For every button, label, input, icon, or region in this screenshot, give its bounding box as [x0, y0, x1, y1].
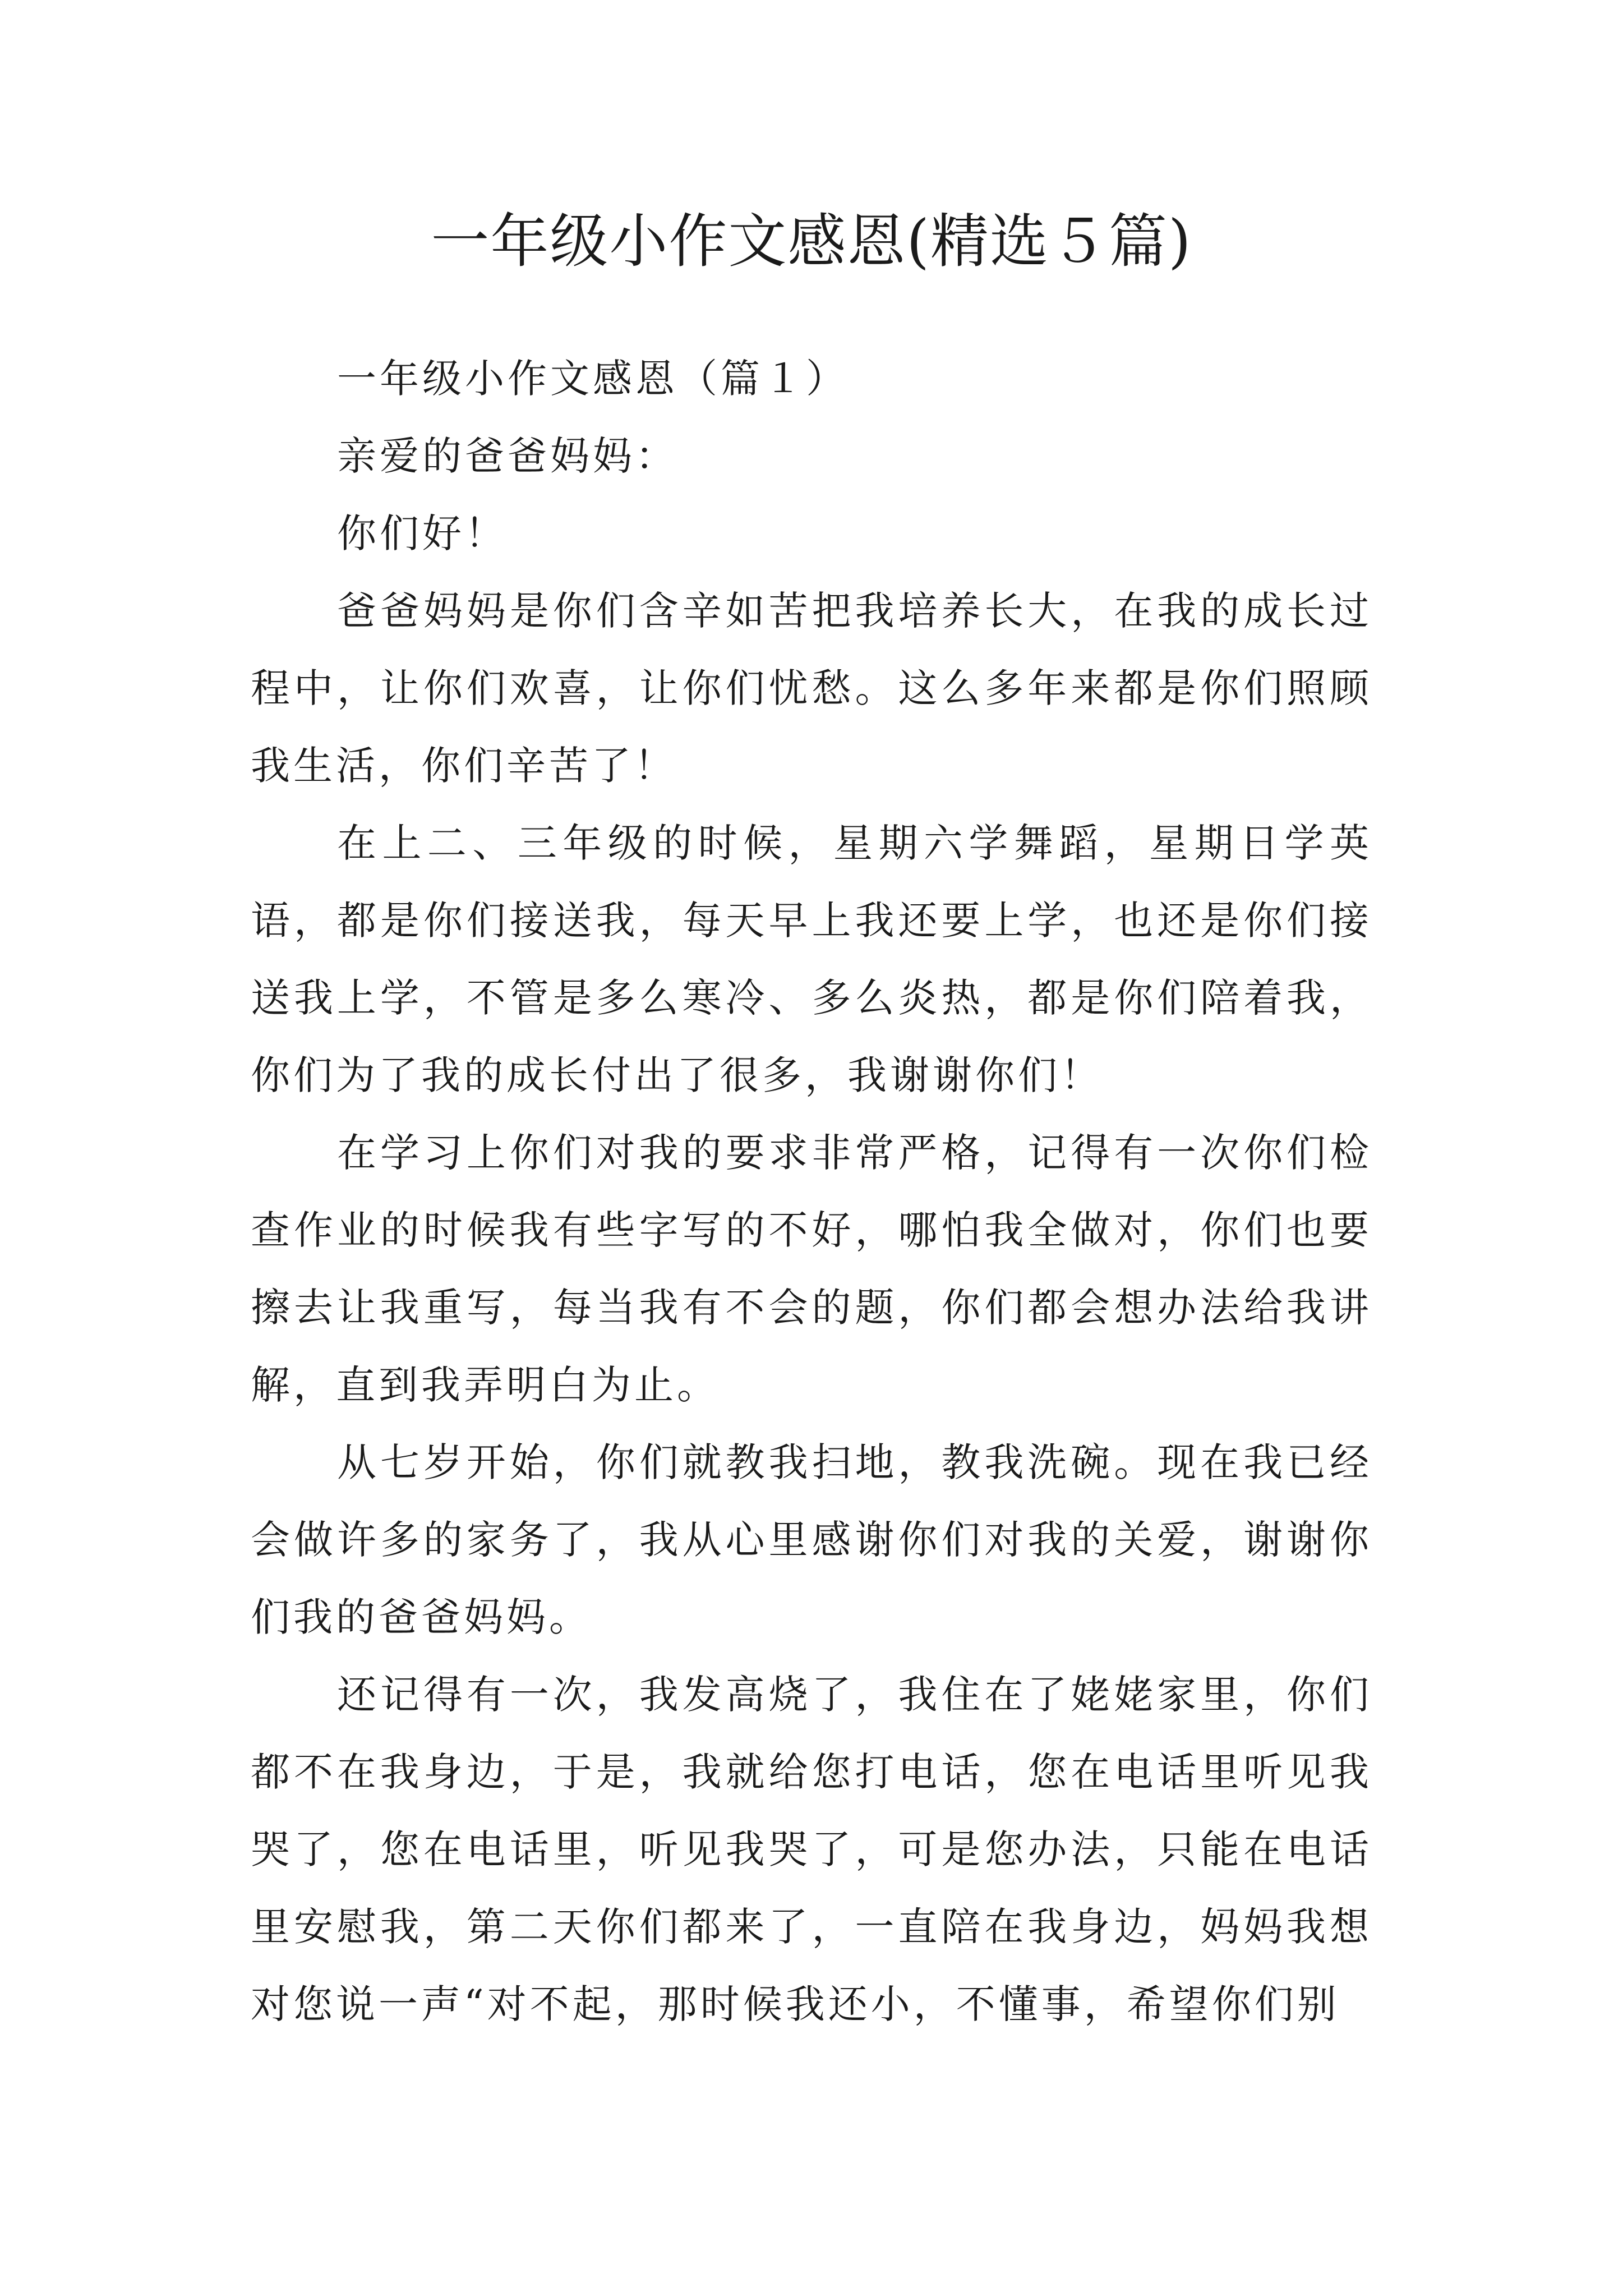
document-body — [251, 340, 1372, 2043]
document-title: 一年级小作文感恩(精选５篇) — [431, 207, 1192, 275]
paragraph: 在上二、三年级的时候，星期六学舞蹈，星期日学英语，都是你们接送我，每天早上我还要上学，也还是你们接送我上学，不管是多么寒冷、多么炎热，都是你们陪着我，你们为了我的成长付出了很多，我谢谢你们！ — [251, 820, 1372, 1098]
paragraph: 在学习上你们对我的要求非常严格，记得有一次你们检查作业的时候我有些字写的不好，哪怕我全做对，你们也要擦去让我重写，每当我有不会的题，你们都会想办法给我讲解，直到我弄明白为止。 — [251, 1130, 1372, 1408]
letter-salutation: 你们好！ — [337, 510, 508, 556]
section-heading: 一年级小作文感恩（篇１） — [337, 356, 849, 402]
paragraph: 从七岁开始，你们就教我扫地，教我洗碗。现在我已经会做许多的家务了，我从心里感谢你们对我的关爱，谢谢你们我的爸爸妈妈。 — [251, 1439, 1372, 1640]
paragraph: 爸爸妈妈是你们含辛如苦把我培养长大，在我的成长过程中，让你们欢喜，让你们忧愁。这么多年来都是你们照顾我生活，你们辛苦了！ — [251, 588, 1372, 789]
paragraph: 还记得有一次，我发高烧了，我住在了姥姥家里，你们都不在我身边，于是，我就给您打电话，您在电话里听见我哭了，您在电话里，听见我哭了，可是您办法，只能在电话里安慰我，第二天你们都来了，一直陪在我身边，妈妈我想对您说一声“对不起，那时候我还小，不懂事，希望你们别 — [251, 1672, 1372, 2027]
letter-greeting: 亲爱的爸爸妈妈： — [337, 433, 678, 479]
